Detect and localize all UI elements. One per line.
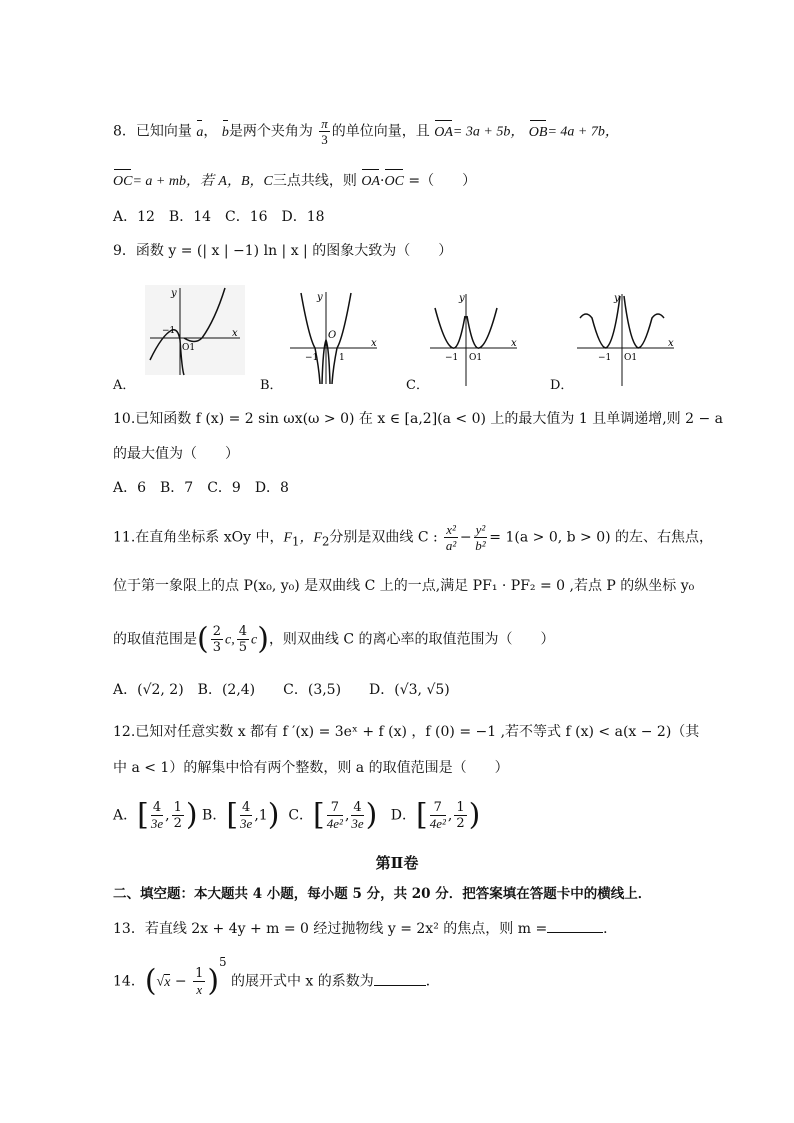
frac-x2-a2: $\frac{\text{x²}}{\text{a²}}$	[445, 522, 457, 553]
opt-b-frac1: $\frac{4}{3e}$	[240, 800, 253, 831]
q9-text: 9．函数 y = (| x | −1) ln | x | 的图象大致为（ ）	[113, 243, 453, 259]
graph-b-neg1: −1	[305, 353, 319, 363]
graph-a-o1: O1	[182, 343, 196, 353]
graph-a-neg1: −1	[162, 326, 176, 336]
dot-op: ·	[380, 173, 385, 189]
q10-line2: 的最大值为（ ）	[113, 446, 239, 462]
graph-c-o1: O1	[469, 353, 483, 363]
graph-b-left-outer	[301, 293, 320, 384]
q10-line1: 10.已知函数 f (x) = 2 sin ωx(ω > 0) 在 x ∈ [a,2](a < 0) 上的最大值为 1 且单调递增,则 2 − a	[113, 411, 724, 427]
opt-b-tail: 1	[258, 807, 268, 824]
graph-b-one: 1	[339, 353, 345, 363]
opt-d-label: D．	[390, 807, 416, 824]
graph-b	[285, 288, 385, 388]
c-2: c	[251, 632, 258, 648]
c-1: c,	[225, 632, 235, 648]
frac-y2-b2: $\frac{\text{y²}}{\text{b²}}$	[475, 522, 486, 553]
graph-d	[572, 288, 682, 388]
vector-oa: OA	[434, 123, 453, 143]
q11-text3: = 1(a > 0, b > 0) 的左、右焦点，	[489, 529, 714, 546]
q14-end: ．	[425, 973, 440, 990]
q9-option-b: B．	[260, 378, 283, 393]
vector-oa-2: OA	[361, 172, 380, 192]
q14-line: 14．(√x − $\frac{1}{x}$ )$^5$ 的展开式中 x 的系数为 ．	[113, 955, 440, 999]
q11-range-text: 的取值范围是	[113, 631, 197, 648]
graph-a	[140, 280, 250, 380]
graph-d-y-label: y	[614, 293, 620, 304]
vector-oc: OC	[113, 172, 132, 192]
q8-options: A．12 B．14 C．16 D．18	[113, 209, 325, 225]
graph-c-left-curve	[435, 308, 465, 348]
graph-a-x-label: x	[232, 328, 238, 339]
f-sub1: 1	[292, 534, 300, 549]
q8-text5: 三点共线，则	[272, 173, 357, 189]
q11-line2: 位于第一象限上的点 P(x₀, y₀) 是双曲线 C 上的一点,满足 PF₁ · PF₂ = 0 ,若点 P 的纵坐标 y₀	[113, 578, 695, 594]
opt-a-frac2: $\frac{1}{2}$	[173, 800, 182, 831]
ob-expr: = 4a + 7b，	[547, 124, 619, 140]
q8-line2	[113, 171, 476, 192]
q9-option-c: C．	[406, 378, 429, 393]
f-symbol: F	[283, 530, 293, 546]
vector-b: b	[222, 123, 229, 143]
q8-line1: 8．已知向量 a， b是两个夹角为 $\frac{\pi}{3}$ 的单位向量，且 OA= 3a + 5b， OB= 4a + 7b，	[113, 116, 619, 147]
q11-options: A．(√2, 2) B．(2,4) C．(3,5) D．(√3, √5)	[113, 682, 450, 698]
f-sub2: 2	[322, 534, 330, 549]
q9-option-a: A．	[113, 378, 136, 393]
opt-d-frac2: $\frac{1}{2}$	[456, 800, 465, 831]
graph-c	[425, 288, 525, 388]
graph-b-origin: O	[328, 330, 337, 341]
graph-c-x-label: x	[511, 338, 517, 349]
q13-end: ．	[603, 921, 618, 937]
graph-b-y-label: y	[317, 292, 323, 303]
q11-line3: 的取值范围是( $\frac{2}{3}$ c, $\frac{4}{5}$ c)，则双曲线 C 的离心率的取值范围为（ ）	[113, 621, 555, 657]
graph-a-y-label: y	[171, 288, 177, 299]
minus-sign: −	[459, 529, 472, 546]
graph-d-neg1: −1	[598, 353, 612, 363]
q14-answer-blank[interactable]	[374, 971, 426, 986]
opt-a-frac1: $\frac{4}{3e}$	[150, 800, 164, 831]
q14-text: 的展开式中 x 的系数为	[230, 973, 374, 990]
q11-text1: 11.在直角坐标系 xOy 中，	[113, 529, 284, 546]
oc-expr: = a + mb，若	[132, 174, 214, 189]
f-symbol2: ，F	[299, 530, 322, 546]
opt-c-label: C．	[288, 807, 314, 824]
answer-paren: =（ ）	[408, 173, 477, 189]
opt-a-label: A．	[113, 807, 138, 824]
q9-option-d: D．	[550, 378, 574, 393]
vector-oc-2: OC	[384, 172, 403, 192]
graph-b-x-label: x	[371, 338, 377, 349]
q11-text2: 分别是双曲线 C :	[329, 529, 438, 546]
q13-answer-blank[interactable]	[547, 918, 603, 933]
opt-c-frac1: $\frac{7}{\text{4e²}}$	[326, 800, 343, 831]
q14-number: 14．	[113, 973, 145, 990]
vector-a: a	[196, 123, 203, 143]
pi-over-3: $\frac{\pi}{3}$	[321, 116, 328, 147]
opt-d-frac1: $\frac{7}{\text{4e²}}$	[429, 800, 446, 831]
q13-line	[113, 918, 617, 939]
sqrt-x: √x	[156, 974, 171, 990]
graph-c-y-label: y	[459, 293, 465, 304]
q8-number: 8．	[113, 123, 136, 140]
opt-b-label: B．	[202, 807, 227, 824]
graph-c-right-curve	[467, 308, 497, 348]
points-abc: A，B，C	[218, 174, 273, 189]
q12-line1: 12.已知对任意实数 x 都有 f ′(x) = 3eˣ + f (x) ，f (0) = −1 ,若不等式 f (x) < a(x − 2)（其	[113, 724, 700, 740]
q10-options: A．6 B．7 C．9 D．8	[113, 480, 289, 496]
section2-heading: 二、填空题：本大题共 4 小题，每小题 5 分，共 20 分．把答案填在答题卡中的横线上．	[113, 886, 652, 902]
q11-text4: ，则双曲线 C 的离心率的取值范围为（ ）	[268, 631, 555, 648]
graph-a-bg	[145, 285, 245, 375]
section-title: 第Ⅱ卷	[375, 854, 419, 872]
q8-text3: 的单位向量，且	[331, 123, 430, 140]
q12-options: A．[ $\frac{4}{3e}$ , $\frac{1}{2}$ ) B．[ $\frac{4}{3e}$ ,1) C．[ $\frac{7}{\text{4e²}}$ , $\frac{4}{3e}$ ) D．[ $\frac{7}{\text{4e²}}$ , $\frac{1}{2}$ )	[113, 797, 481, 833]
q13-text: 13．若直线 2x + 4y + m = 0 经过抛物线 y = 2x² 的焦点，则 m =	[113, 921, 548, 937]
vector-ob: OB	[529, 123, 548, 143]
frac-2-3: $\frac{2}{3}$	[212, 624, 221, 655]
oa-expr: = 3a + 5b，	[452, 124, 525, 140]
graph-d-right-curve	[624, 296, 664, 348]
graph-d-o1: O1	[624, 353, 638, 363]
graph-d-x-label: x	[668, 338, 674, 349]
q12-line2: 中 a < 1）的解集中恰有两个整数，则 a 的取值范围是（ ）	[113, 760, 509, 776]
graph-c-neg1: −1	[445, 353, 459, 363]
frac-1-x: $\frac{1}{x}$	[195, 966, 204, 998]
q11-line1	[113, 522, 713, 553]
frac-4-5: $\frac{4}{5}$	[238, 624, 247, 655]
q8-text: 已知向量	[135, 123, 192, 140]
opt-c-frac2: $\frac{4}{3e}$	[351, 800, 364, 831]
exponent-5: 5	[219, 955, 227, 969]
q8-text2: 是两个夹角为	[228, 123, 313, 140]
